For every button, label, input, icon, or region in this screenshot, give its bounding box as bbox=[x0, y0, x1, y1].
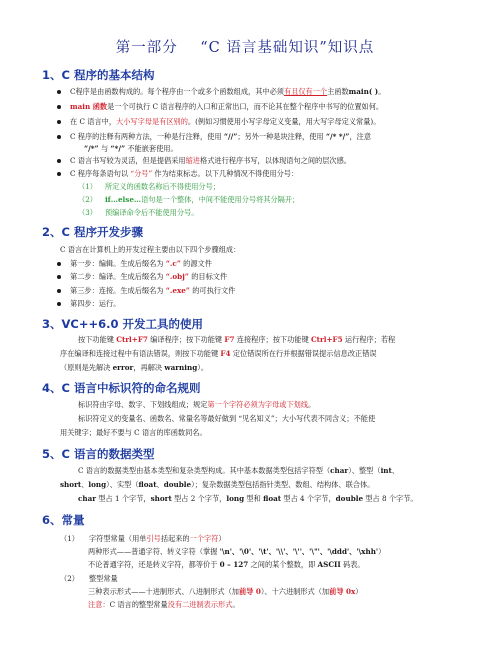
sec1-sub-2: （2） if…else…语句是一个整体，中间不能使用分号将其分隔开； bbox=[78, 195, 300, 204]
bullet bbox=[57, 159, 61, 163]
sec3-line-2: 序在编译和连接过程中有语法错误，则按下功能键 F4 定位错误所在行并根据错误提示信息改正错误 bbox=[60, 349, 377, 358]
section-2-heading: 2、C 程序开发步骤 bbox=[42, 225, 143, 239]
sec1-bullet-5: C 语言书写较为灵活，但是提倡采用缩进格式进行程序书写，以体现语句之间的层次感。 bbox=[70, 156, 351, 165]
sec5-line-1: C 语言的数据类型由基本类型和复杂类型构成。其中基本数据类型包括字符型（char）、整型（int、 bbox=[78, 466, 400, 475]
sec6-item-1b: 不论普通字符，还是转义字符，都等价于 0 – 127 之间的某个整数，即 ASCII 码表。 bbox=[88, 560, 365, 569]
sec2-step-4: 第四步：运行。 bbox=[70, 299, 121, 308]
section-4-heading: 4、C 语言中标识符的命名规则 bbox=[42, 381, 201, 395]
sec1-sub-1: （1） 所定义的函数名称后不得使用分号； bbox=[78, 182, 220, 191]
sec6-item-2: （2） 整型常量 bbox=[60, 574, 118, 583]
sec6-item-2b: 注意：C 语言的整型常量没有二进制表示形式。 bbox=[88, 600, 240, 609]
bullet bbox=[57, 289, 61, 293]
bullet bbox=[57, 135, 61, 139]
bullet bbox=[57, 302, 61, 306]
bullet bbox=[57, 105, 61, 109]
sec5-line-2: short、long）、实型（float、double）；复杂数据类型包括指针类型、数组、结构体、联合体。 bbox=[60, 480, 375, 489]
bullet bbox=[57, 172, 61, 176]
section-6-heading: 6、常量 bbox=[42, 513, 85, 527]
sec5-line-3: char 型占 1 个字节，short 型占 2 个字节，long 型和 float 型占 4 个字节，double 型占 8 个字节。 bbox=[78, 494, 418, 503]
sec2-step-3: 第三步：连接。生成后缀名为 “.exe” 的可执行文件 bbox=[70, 286, 236, 295]
sec2-intro: C 语言在计算机上的开发过程主要由以下四个步骤组成： bbox=[60, 245, 241, 254]
sec6-item-1a: 两种形式——普通字符、转义字符（掌握 '\n'、'\0'、'\t'、'\\'、'\''、'\"'、'\ddd'、'\xhh'） bbox=[88, 547, 386, 556]
page-title bbox=[0, 36, 490, 57]
sec1-sub-3: （3） 预编译命令后不能使用分号。 bbox=[78, 208, 199, 217]
sec6-item-2a: 三种表示形式——十进制形式、八进制形式（加前导 0）、十六进制形式（加前导 0x） bbox=[88, 587, 363, 596]
sec1-bullet-6: C 程序每条语句以 “分号” 作为结束标志。以下几种情况不得使用分号： bbox=[70, 169, 299, 178]
sec4-line-3: 用关键字；最好不要与 C 语言的库函数同名。 bbox=[60, 428, 207, 437]
sec3-line-1: 按下功能键 Ctrl+F7 编译程序；按下功能键 F7 连接程序；按下功能键 Ctrl+F5 运行程序；若程 bbox=[78, 335, 396, 344]
sec4-line-1: 标识符由字母、数字、下划线组成；规定第一个字符必须为字母或下划线。 bbox=[78, 400, 316, 409]
section-1-heading: 1、C 程序的基本结构 bbox=[42, 68, 155, 82]
sec4-line-2: 标识符定义的变量名、函数名、常量名等最好做到 “见名知义”；大小写代表不同含义；不能使 bbox=[78, 414, 376, 423]
sec2-step-2: 第二步：编译。生成后缀名为 “.obj” 的目标文件 bbox=[70, 272, 228, 281]
sec2-step-1: 第一步：编辑。生成后缀名为 “.c” 的源文件 bbox=[70, 259, 212, 268]
title-name: “C 语言基础知识”知识点 bbox=[200, 40, 375, 56]
bullet bbox=[57, 262, 61, 266]
sec1-bullet-4: C 程序的注释有两种方法，一种是行注释，使用 “//”；另外一种是块注释，使用 “/* */”，注意 bbox=[70, 132, 372, 141]
title-part: 第一部分 bbox=[115, 40, 178, 56]
sec3-line-3: （原则是先解决 error，再解决 warning）。 bbox=[60, 363, 209, 372]
sec1-bullet-1: C程序是由函数构成的。每个程序由一个或多个函数组成，其中必须有且仅有一个主函数main( )。 bbox=[70, 87, 386, 96]
bullet bbox=[57, 275, 61, 279]
section-3-heading: 3、VC++6.0 开发工具的使用 bbox=[42, 317, 203, 331]
sec1-bullet-4-cont: “/*” 与 “*/” 不能嵌套使用。 bbox=[84, 144, 178, 153]
section-5-heading: 5、C 语言的数据类型 bbox=[42, 447, 155, 461]
bullet bbox=[57, 120, 61, 124]
bullet bbox=[57, 90, 61, 94]
sec1-bullet-2: main 函数是一个可执行 C 语言程序的入口和正常出口，而不论其在整个程序中书写的位置如何。 bbox=[70, 102, 384, 111]
sec6-item-1: （1） 字符型常量（用单引号括起来的一个字符） bbox=[60, 534, 226, 543]
sec1-bullet-3: 在 C 语言中，大小写字母是有区别的。(例如习惯使用小写字母定义变量，用大写字母定义常量)。 bbox=[70, 117, 381, 126]
